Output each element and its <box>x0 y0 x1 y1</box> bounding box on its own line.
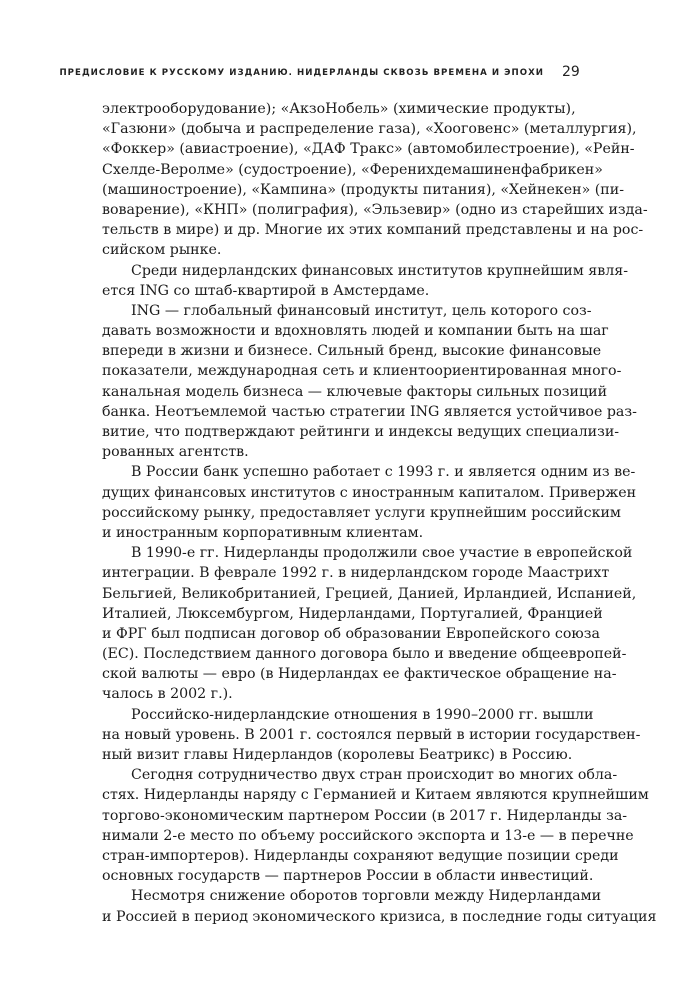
text-line: Италией, Люксембургом, Нидерландами, Португалией, Францией <box>102 605 603 622</box>
text-line: воварение), «КНП» (полиграфия), «Эльзевир» (одно из старейших изда- <box>102 201 648 218</box>
text-line: канальная модель бизнеса — ключевые факторы сильных позиций <box>102 383 608 400</box>
text-line: Сегодня сотрудничество двух стран происходит во многих обла- <box>131 767 618 784</box>
text-line: рованных агентств. <box>102 444 249 461</box>
paragraph <box>102 705 641 766</box>
paragraph <box>102 301 637 463</box>
text-line: ный визит главы Нидерландов (королевы Беатрикс) в Россию. <box>102 747 573 763</box>
page-number: 29 <box>562 64 580 80</box>
text-line: ется ING со штаб-квартирой в Амстердаме. <box>102 282 430 299</box>
text-line: ской валюты — евро (в Нидерландах ее фактическое обращение на- <box>102 666 617 683</box>
text-line: В 1990-е гг. Нидерланды продолжили свое участие в европейской <box>131 545 633 562</box>
text-line: российскому рынку, предоставляет услуги крупнейшим российским <box>102 504 621 521</box>
paragraph <box>102 99 648 261</box>
text-line: дущих финансовых институтов с иностранным капиталом. Привержен <box>102 484 637 501</box>
text-line: Несмотря снижение оборотов торговли между Нидерландами <box>131 888 602 905</box>
text-line: и ФРГ был подписан договор об образовании Европейского союза <box>102 625 600 642</box>
text-line: Российско-нидерландские отношения в 1990–2000 гг. вышли <box>131 706 594 723</box>
text-line: основных государств — партнеров России в области инвестиций. <box>102 868 594 885</box>
text-line: стях. Нидерланды наряду с Германией и Китаем являются крупнейшим <box>102 787 649 804</box>
text-line: (машиностроение), «Кампина» (продукты питания), «Хейнекен» (пи- <box>102 181 625 198</box>
text-line: ING — глобальный финансовый институт, цель которого соз- <box>131 302 592 319</box>
text-line: нимали 2-е место по объему российского экспорта и 13-е — в перечне <box>102 827 634 844</box>
text-line: торгово-экономическим партнером России (в 2017 г. Нидерланды за- <box>102 807 628 824</box>
running-head-title: ПРЕДИСЛОВИЕ К РУССКОМУ ИЗДАНИЮ. НИДЕРЛАНДЫ СКВОЗЬ ВРЕМЕНА И ЭПОХИ <box>59 68 544 78</box>
text-line: и иностранным корпоративным клиентам. <box>102 524 424 541</box>
text-line: банка. Неотъемлемой частью стратегии ING является устойчивое раз- <box>102 403 637 420</box>
running-header <box>0 66 686 84</box>
text-line: показатели, международная сеть и клиентоориентированная много- <box>102 363 622 380</box>
text-line: сийском рынке. <box>102 242 222 259</box>
text-line: и Россией в период экономического кризиса, в последние годы ситуация <box>102 908 657 925</box>
text-line: стран-импортеров). Нидерланды сохраняют ведущие позиции среди <box>102 847 619 864</box>
text-line: Среди нидерландских финансовых институтов крупнейшим явля- <box>131 262 629 279</box>
text-line: В России банк успешно работает с 1993 г. и является одним из ве- <box>131 464 636 481</box>
text-line: чалось в 2002 г.). <box>102 686 233 703</box>
text-line: витие, что подтверждают рейтинги и индексы ведущих специализи- <box>102 424 620 440</box>
text-line: «Фоккер» (авиастроение), «ДАФ Тракс» (автомобилестроение), «Рейн- <box>102 141 635 158</box>
text-line: Бельгией, Великобританией, Грецией, Данией, Ирландией, Испанией, <box>102 585 637 602</box>
text-line: тельств в мире) и др. Многие их этих компаний представлены и на рос- <box>102 222 644 239</box>
paragraph <box>102 886 657 926</box>
text-line: электрооборудование); «АкзоНобель» (химические продукты), <box>102 101 576 117</box>
text-line: интеграции. В феврале 1992 г. в нидерландском городе Маастрихт <box>102 565 610 582</box>
text-line: впереди в жизни и бизнесе. Сильный бренд, высокие финансовые <box>102 343 602 360</box>
text-line: (ЕС). Последствием данного договора было и введение общеевропей- <box>102 646 627 663</box>
text-line: на новый уровень. В 2001 г. состоялся первый в истории государствен- <box>102 726 641 743</box>
body-text <box>102 99 657 927</box>
paragraph <box>102 543 637 705</box>
paragraph <box>102 765 649 886</box>
text-line: давать возможности и вдохновлять людей и компании быть на шаг <box>102 323 609 340</box>
text-line: «Газюни» (добыча и распределение газа), «Хооговенс» (металлургия), <box>102 121 637 138</box>
paragraph <box>102 261 629 301</box>
text-line: Схелде-Веролме» (судостроение), «Ференихдемашиненфабрикен» <box>102 161 603 178</box>
paragraph <box>102 462 637 543</box>
